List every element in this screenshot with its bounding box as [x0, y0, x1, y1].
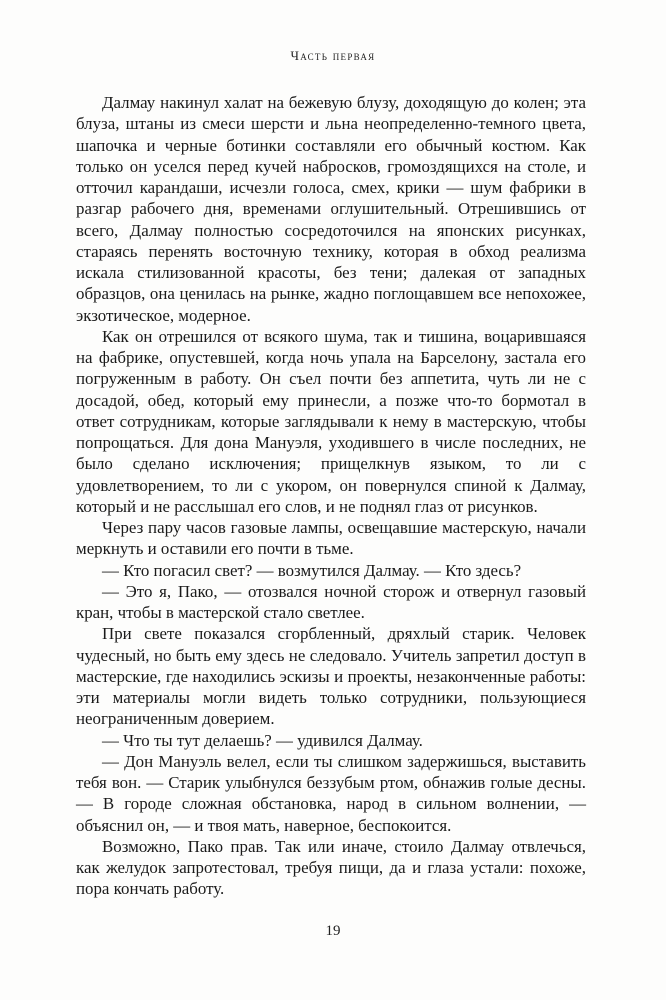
dialogue-line: — Что ты тут делаешь? — удивился Далмау. — [102, 730, 423, 750]
body-text — [76, 92, 586, 900]
dialogue-line: — Кто погасил свет? — возмутился Далмау. — Кто здесь? — [102, 560, 522, 580]
paragraph: Возможно, Пако прав. Так или иначе, стоило Далмау отвлечься, как желудок запротестовал, требуя пищи, да и глаза устали: похоже, пора кончать работу. — [76, 836, 586, 899]
running-head: Часть первая — [290, 48, 376, 63]
dialogue-line: — Дон Мануэль велел, если ты слишком задержишься, выставить тебя вон. — Старик улыбнулся беззубым ртом, обнажив голые десны. — В городе сложная обстановка, народ в сильном волнении, — объяснил он, — и твоя мать, наверное, беспокоится. — [76, 751, 586, 835]
page-number: 19 — [325, 923, 341, 939]
paragraph: Через пару часов газовые лампы, освещавшие мастерскую, начали меркнуть и оставили его почти в тьме. — [76, 518, 586, 559]
paragraph: Как он отрешился от всякого шума, так и тишина, воцарившаяся на фабрике, опустевшей, когда ночь упала на Барселону, застала его погруженным в работу. Он съел почти без аппетита, чуть ли не с досадой, обед, который ему принесли, а позже что-то бормотал в ответ сотрудникам, которые заглядывали к нему в мастерскую, чтобы попрощаться. Для дона Мануэля, уходившего в числе последних, не было сделано исключения; прищелкнув языком, то ли с удовлетворением, то ли с укором, он повернулся спиной к Далмау, который и не расслышал его слов, и не поднял глаз от рисунков. — [76, 326, 586, 516]
paragraph: Далмау накинул халат на бежевую блузу, доходящую до колен; эта блуза, штаны из смеси шерсти и льна неопределенно-темного цвета, шапочка и черные ботинки составляли его обычный костюм. Как только он уселся перед кучей набросков, громоздящихся на столе, и отточил карандаши, исчезли голоса, смех, крики — шум фабрики в разгар рабочего дня, временами оглушительный. Отрешившись от всего, Далмау полностью сосредоточился на японских рисунках, стараясь перенять восточную технику, которая в обход реализма искала стилизованной красоты, без тени; далекая от западных образцов, она ценилась на рынке, жадно поглощавшем все непохожее, экзотическое, модерное. — [76, 93, 586, 325]
paragraph: При свете показался сгорбленный, дряхлый старик. Человек чудесный, но быть ему здесь не следовало. Учитель запретил доступ в мастерские, где находились эскизы и проекты, незаконченные работы: эти материалы могли видеть только сотрудники, пользующиеся неограниченным доверием. — [76, 624, 586, 729]
dialogue-line: — Это я, Пако, — отозвался ночной сторож и отвернул газовый кран, чтобы в мастерской стало светлее. — [76, 581, 586, 622]
